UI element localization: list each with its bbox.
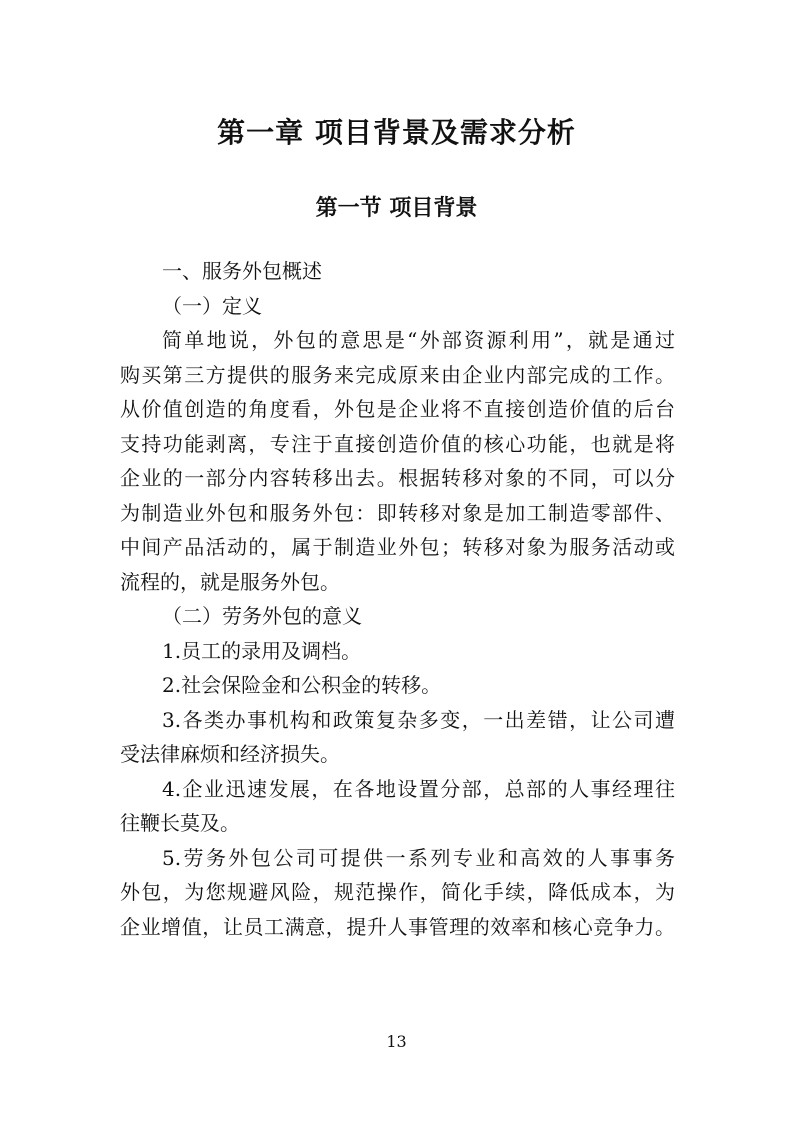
list-item-4-line-1: 4.企业迅速发展，在各地设置分部，总部的人事经理往: [162, 776, 675, 801]
list-item-3-line-1: 3.各类办事机构和政策复杂多变，一出差错，让公司遭: [162, 707, 675, 732]
list-item-2: 2.社会保险金和公积金的转移。: [162, 673, 442, 697]
list-item-5-line-1: 5.劳务外包公司可提供一系列专业和高效的人事事务: [162, 845, 675, 870]
document-body: [120, 254, 675, 944]
definition-line: 购买第三方提供的服务来完成原来由企业内部完成的工作。: [120, 362, 675, 387]
definition-line: 流程的，就是服务外包。: [120, 569, 340, 594]
chapter-title: 第一章 项目背景及需求分析: [217, 115, 576, 149]
section-title: 第一节 项目背景: [315, 196, 478, 222]
list-item-1: 1.员工的录用及调档。: [162, 638, 362, 663]
definition-line: 为制造业外包和服务外包：即转移对象是加工制造零部件、: [120, 500, 675, 525]
definition-line: 从价值创造的角度看，外包是企业将不直接创造价值的后台: [120, 397, 675, 421]
subheading-labor-outsourcing-meaning: （二）劳务外包的意义: [162, 604, 362, 628]
list-item-5-line-3: 企业增值，让员工满意，提升人事管理的效率和核心竞争力。: [120, 914, 675, 939]
subheading-definition: （一）定义: [162, 293, 262, 318]
definition-line: 简单地说，外包的意思是“外部资源利用”，就是通过: [162, 328, 675, 352]
definition-line: 支持功能剥离，专注于直接创造价值的核心功能，也就是将: [120, 431, 675, 456]
section-heading-service-outsourcing: 一、服务外包概述: [162, 259, 322, 283]
list-item-4-line-2: 往鞭长莫及。: [120, 811, 240, 835]
definition-line: 企业的一部分内容转移出去。根据转移对象的不同，可以分: [120, 466, 675, 490]
list-item-5-line-2: 外包，为您规避风险，规范操作，简化手续，降低成本，为: [120, 880, 675, 904]
page-number: 13: [386, 1032, 407, 1051]
definition-line: 中间产品活动的，属于制造业外包；转移对象为服务活动或: [120, 535, 675, 559]
list-item-3-line-2: 受法律麻烦和经济损失。: [120, 742, 340, 766]
